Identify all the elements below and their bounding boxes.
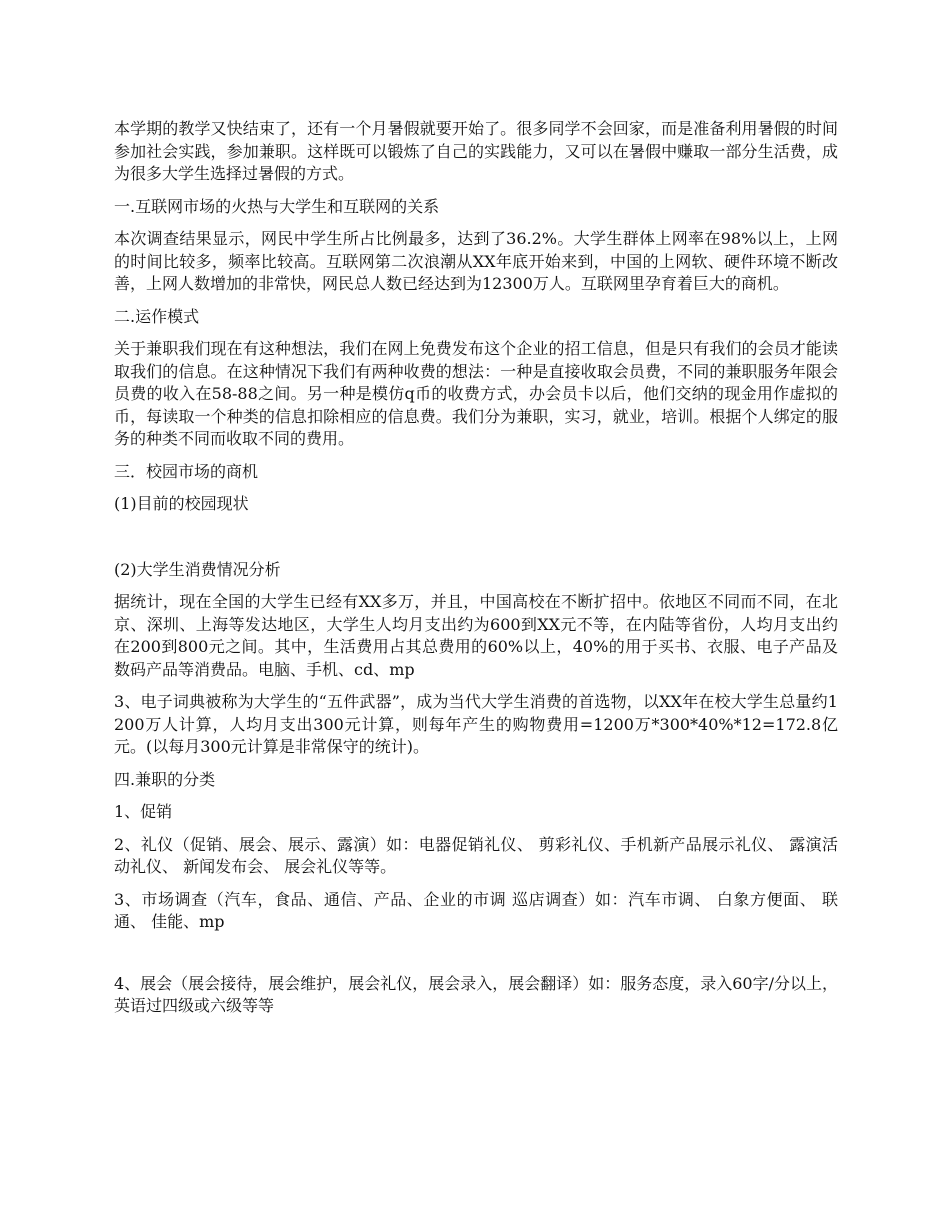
operation-paragraph: 关于兼职我们现在有这种想法，我们在网上免费发布这个企业的招工信息，但是只有我们的会员才能读取我们的信息。在这种情况下我们有两种收费的想法：一种是直接收取会员费，不同的兼职服务年限会员费的收入在58-88之间。另一种是模仿q币的收费方式，办会员卡以后，他们交纳的现金用作虚拟的币，每读取一个种类的信息扣除相应的信息费。我们分为兼职，实习，就业，培训。根据个人绑定的服务的种类不同而收取不同的费用。 xyxy=(114,339,838,448)
subheading-consumption: (2)大学生消费情况分析 xyxy=(114,559,281,579)
consumption-paragraph: 据统计，现在全国的大学生已经有XX多万，并且，中国高校在不断扩招中。依地区不同而不同，在北京、深圳、上海等发达地区，大学生人均月支出约为600到XX元不等，在内陆等省份，人均月支出约在200到800元之间。其中，生活费用占其总费用的60%以上，40%的用于买书、衣服、电子产品及数码产品等消费品。电脑、手机、cd、mp xyxy=(114,592,838,679)
subheading-campus-status: (1)目前的校园现状 xyxy=(114,494,249,513)
document-page xyxy=(114,118,838,1028)
blank-space xyxy=(114,526,838,559)
category-item-exhibition: 4、展会（展会接待，展会维护，展会礼仪，展会录入，展会翻译）如：服务态度，录入60字/分以上，英语过四级或六级等等 xyxy=(114,973,838,1015)
internet-paragraph: 本次调查结果显示，网民中学生所占比例最多，达到了36.2%。大学生群体上网率在98%以上，上网的时间比较多，频率比较高。互联网第二次浪潮从XX年底开始来到，中国的上网软、硬件环境不断改善，上网人数增加的非常快，网民总人数已经达到为12300万人。互联网里孕育着巨大的商机。 xyxy=(114,229,838,293)
category-item-etiquette: 2、礼仪（促销、展会、展示、露演）如：电器促销礼仪、 剪彩礼仪、手机新产品展示礼仪、 露演活动礼仪、 新闻发布会、 展会礼仪等等。 xyxy=(114,834,838,876)
section-heading-categories: 四.兼职的分类 xyxy=(114,769,216,789)
section-heading-campus: 三．校园市场的商机 xyxy=(114,461,259,481)
category-item-promotion: 1、促销 xyxy=(114,802,173,821)
dictionary-paragraph: 3、电子词典被称为大学生的“五件武器”，成为当代大学生消费的首选物，以XX年在校大学生总量约1200万人计算，人均月支出300元计算，则每年产生的购物费用=1200万*300*40%*12=172.8亿元。(以每月300元计算是非常保守的统计)。 xyxy=(114,692,838,756)
section-heading-internet: 一.互联网市场的火热与大学生和互联网的关系 xyxy=(114,196,440,216)
section-heading-operation: 二.运作模式 xyxy=(114,306,200,326)
category-item-survey: 3、市场调查（汽车，食品、通信、产品、企业的市调 巡店调查）如：汽车市调、 白象方便面、 联通、 佳能、mp xyxy=(114,889,838,931)
intro-paragraph: 本学期的教学又快结束了，还有一个月暑假就要开始了。很多同学不会回家，而是准备利用暑假的时间参加社会实践，参加兼职。这样既可以锻炼了自己的实践能力，又可以在暑假中赚取一部分生活费，成为很多大学生选择过暑假的方式。 xyxy=(114,119,838,183)
blank-space xyxy=(114,944,838,973)
